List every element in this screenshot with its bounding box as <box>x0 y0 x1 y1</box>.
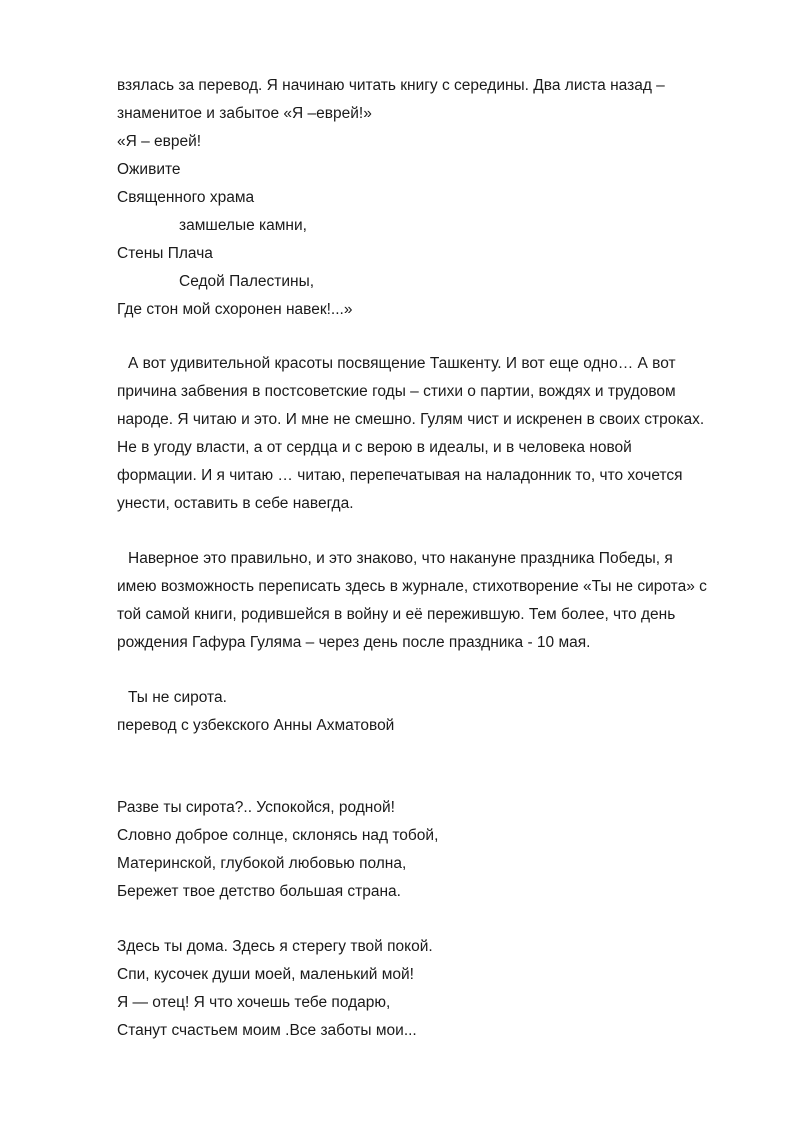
paragraph-line: народе. Я читаю и это. И мне не смешно. Гулям чист и искренен в своих строках. <box>117 411 705 428</box>
excerpt-line: Священного храма <box>117 189 255 206</box>
intro-line: знаменитое и забытое «Я –еврей!» <box>117 105 372 122</box>
paragraph-line: Не в угоду власти, а от сердца и с верою в идеалы, и в человека новой <box>117 439 632 456</box>
stanza-line: Словно доброе солнце, склонясь над тобой, <box>117 827 439 844</box>
paragraph-line: имею возможность переписать здесь в журнале, стихотворение «Ты не сирота» с <box>117 578 707 595</box>
paragraph-line: той самой книги, родившейся в войну и её пережившую. Тем более, что день <box>117 606 676 623</box>
intro-line: взялась за перевод. Я начинаю читать книгу с середины. Два листа назад – <box>117 77 665 94</box>
excerpt-line: Оживите <box>117 161 181 178</box>
paragraph-line: А вот удивительной красоты посвящение Ташкенту. И вот еще одно… А вот <box>128 355 676 372</box>
paragraph-line: унести, оставить в себе навегда. <box>117 495 354 512</box>
stanza-line: Станут счастьем моим .Все заботы мои... <box>117 1022 417 1039</box>
paragraph-line: формации. И я читаю … читаю, перепечатывая на наладонник то, что хочется <box>117 467 683 484</box>
stanza-line: Здесь ты дома. Здесь я стерегу твой покой. <box>117 938 433 955</box>
excerpt-line: Стены Плача <box>117 245 213 262</box>
stanza-line: Материнской, глубокой любовью полна, <box>117 855 407 872</box>
paragraph-line: Наверное это правильно, и это знаково, что накануне праздника Победы, я <box>128 550 673 567</box>
excerpt-line: Где стон мой схоронен навек!...» <box>117 301 353 318</box>
paragraph-line: рождения Гафура Гуляма – через день после праздника - 10 мая. <box>117 634 591 651</box>
stanza-line: Бережет твое детство большая страна. <box>117 883 401 900</box>
stanza-line: Разве ты сирота?.. Успокойся, родной! <box>117 799 395 816</box>
poem-title: Ты не сирота. <box>128 689 227 706</box>
paragraph-line: причина забвения в постсоветские годы – стихи о партии, вождях и трудовом <box>117 383 676 400</box>
stanza-line: Я — отец! Я что хочешь тебе подарю, <box>117 994 391 1011</box>
poem-subtitle: перевод с узбекского Анны Ахматовой <box>117 717 395 734</box>
excerpt-line: «Я – еврей! <box>117 133 202 150</box>
excerpt-line: замшелые камни, <box>179 217 307 234</box>
excerpt-line: Седой Палестины, <box>179 273 315 290</box>
stanza-line: Спи, кусочек души моей, маленький мой! <box>117 966 414 983</box>
